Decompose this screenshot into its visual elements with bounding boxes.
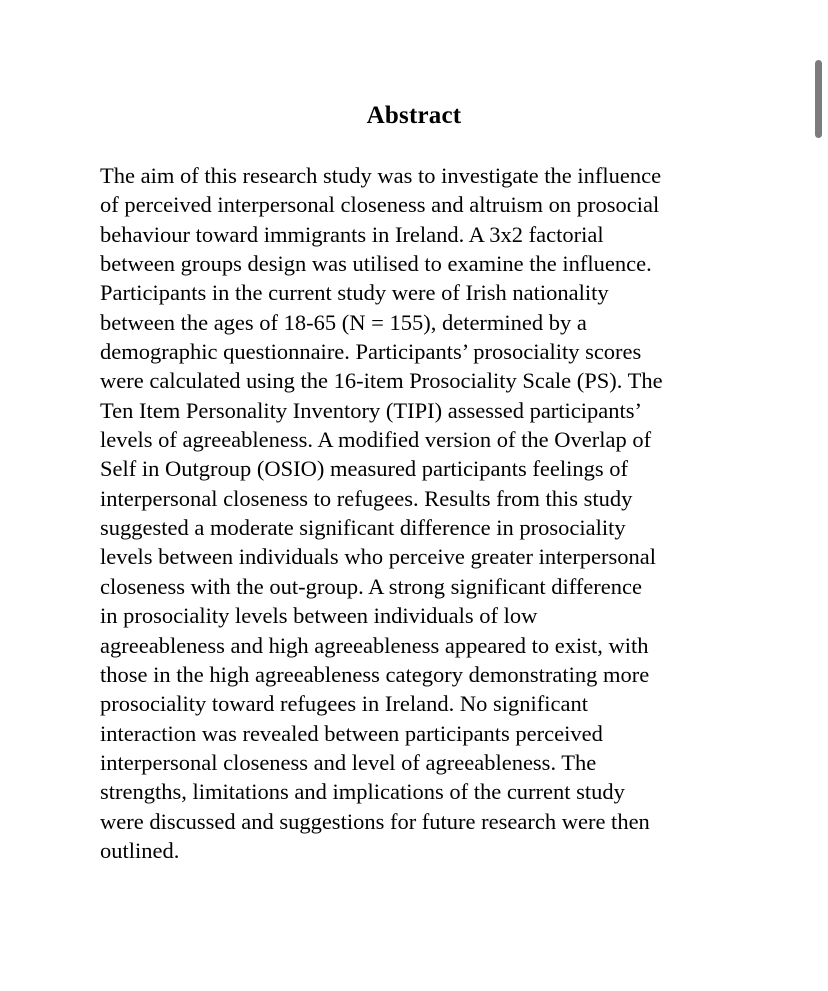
abstract-body xyxy=(100,161,760,865)
text-line: interpersonal closeness to refugees. Results from this study xyxy=(100,485,633,511)
text-line: Participants in the current study were of Irish nationality xyxy=(100,280,609,306)
text-line: suggested a moderate significant difference in prosociality xyxy=(100,515,626,541)
text-line: those in the high agreeableness category demonstrating more xyxy=(100,661,650,687)
text-line: were discussed and suggestions for future research were then xyxy=(100,808,650,834)
text-line: interaction was revealed between participants perceived xyxy=(100,720,603,746)
text-line: behaviour toward immigrants in Ireland. A 3x2 factorial xyxy=(100,221,604,247)
text-line: agreeableness and high agreeableness appeared to exist, with xyxy=(100,632,649,658)
text-line: strengths, limitations and implications of the current study xyxy=(100,779,625,805)
text-line: closeness with the out-group. A strong significant difference xyxy=(100,573,642,599)
text-line: between the ages of 18-65 (N = 155), determined by a xyxy=(100,309,587,335)
text-line: in prosociality levels between individuals of low xyxy=(100,603,538,629)
text-line: levels of agreeableness. A modified version of the Overlap of xyxy=(100,427,652,453)
text-line: between groups design was utilised to examine the influence. xyxy=(100,251,652,277)
text-line: Ten Item Personality Inventory (TIPI) assessed participants’ xyxy=(100,397,643,423)
text-line: The aim of this research study was to investigate the influence xyxy=(100,163,662,188)
text-line: prosociality toward refugees in Ireland. No significant xyxy=(100,691,588,717)
text-line: levels between individuals who perceive greater interpersonal xyxy=(100,544,657,570)
text-line: interpersonal closeness and level of agreeableness. The xyxy=(100,749,597,775)
text-line: demographic questionnaire. Participants’ prosociality scores xyxy=(100,339,642,365)
text-line: Self in Outgroup (OSIO) measured participants feelings of xyxy=(100,456,628,482)
text-line: were calculated using the 16-item Prosociality Scale (PS). The xyxy=(100,368,663,394)
text-line: of perceived interpersonal closeness and altruism on prosocial xyxy=(100,192,660,218)
scrollbar-thumb[interactable] xyxy=(815,60,822,138)
text-line: outlined. xyxy=(100,837,180,863)
abstract-heading: Abstract xyxy=(366,102,462,129)
